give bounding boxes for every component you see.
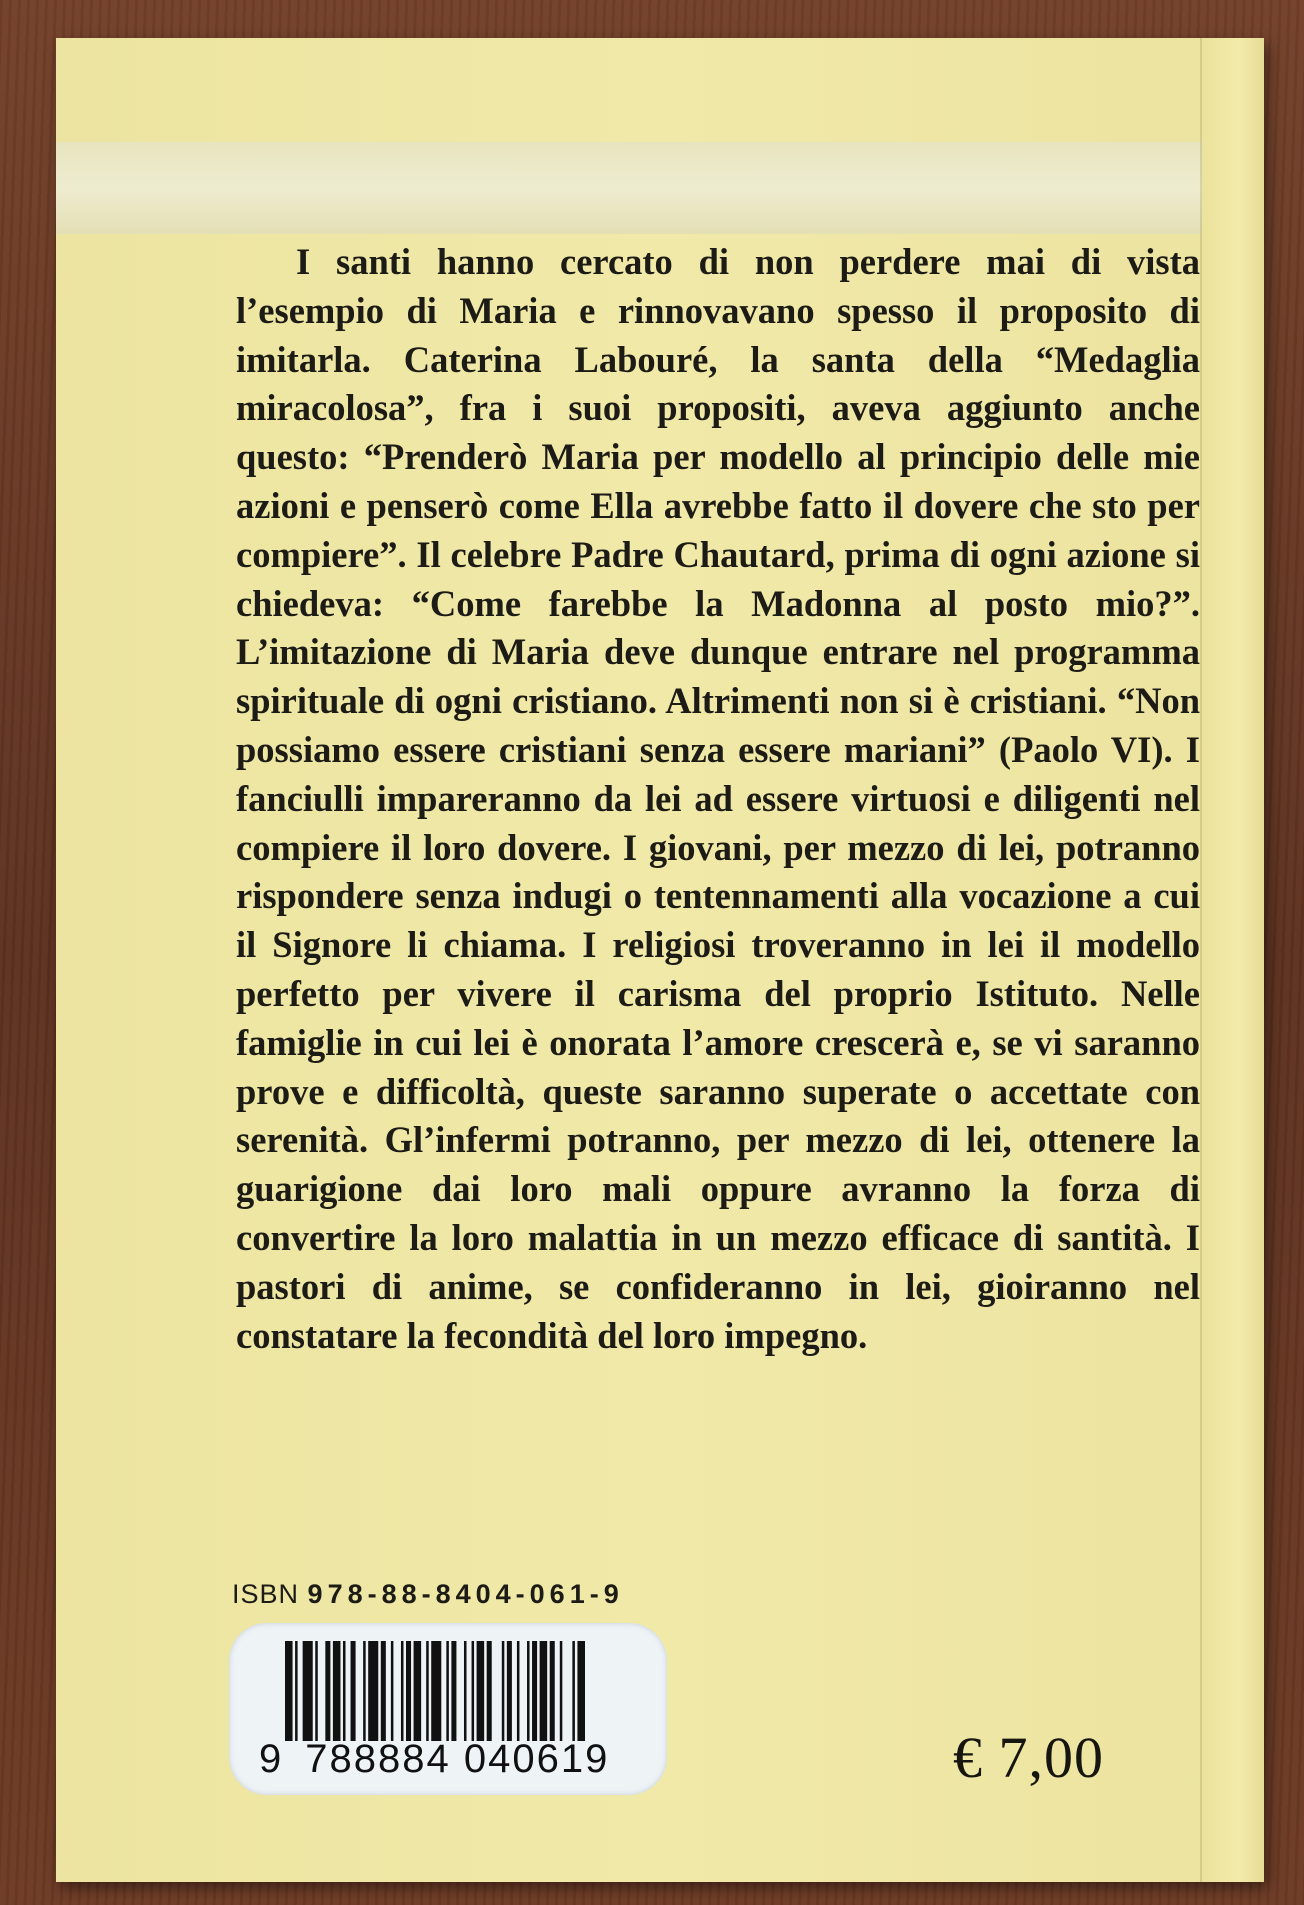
barcode-bar: [477, 1641, 485, 1741]
barcode-bar: [426, 1641, 429, 1741]
isbn-label: ISBN: [232, 1579, 300, 1609]
barcode-bar: [401, 1641, 404, 1741]
barcode-bar: [343, 1641, 346, 1741]
barcode-bar: [325, 1641, 330, 1741]
barcode-bar: [532, 1641, 537, 1741]
barcode-bar: [517, 1641, 520, 1741]
barcode-sticker: [229, 1623, 667, 1795]
barcode-bar: [507, 1641, 512, 1741]
barcode-bar: [333, 1641, 341, 1741]
barcode-bar: [550, 1641, 555, 1741]
barcode-bar: [451, 1641, 456, 1741]
barcode-bar: [464, 1641, 467, 1741]
barcode-bar: [472, 1641, 475, 1741]
barcode-bar: [303, 1641, 313, 1741]
barcode-bar: [446, 1641, 449, 1741]
price-label: € 7,00: [953, 1725, 1104, 1790]
barcode-number: [259, 1737, 609, 1782]
barcode-bar: [431, 1641, 441, 1741]
blurb-text: I santi hanno cercato di non perdere mai di vista l’esempio di Maria e rinnovavano spesso il proposito di imitarla. Caterina Labouré, la santa della “Medaglia miracolosa”, fra i suoi propositi, aveva aggiunto anche questo: “Prenderò Maria per modello al principio delle mie azioni e penserò come Ella avrebbe fatto il dovere che sto per compiere”. Il celebre Padre Chautard, prima di ogni azione si chiedeva: “Come farebbe la Madonna al posto mio?”. L’imitazione di Maria deve dunque entrare nel programma spirituale di ogni cristiano. Altrimenti non si è cristiani. “Non possiamo essere cristiani senza essere mariani” (Paolo VI). I fanciulli impareranno da lei ad essere virtuosi e diligenti nel compiere il loro dovere. I giovani, per mezzo di lei, potranno rispondere senza indugi o tentennamenti alla vocazione a cui il Signore li chiama. I religiosi troveranno in lei il modello perfetto per vivere il carisma del proprio Istituto. Nelle famiglie in cui lei è onorata l’amore crescerà e, se vi saranno prove e difficoltà, queste saranno superate o accettate con serenità. Gl’infermi potranno, per mezzo di lei, ottenere la guarigione dai loro mali oppure avranno la forza di convertire la loro malattia in un mezzo efficace di santità. I pastori di anime, se confideranno in lei, gioiranno nel constatare la fecondità del loro impegno.: [236, 241, 1200, 1356]
barcode-bar: [295, 1641, 298, 1741]
barcode-bar: [381, 1641, 386, 1741]
decorative-band: [56, 142, 1202, 234]
isbn-number: 978-88-8404-061-9: [307, 1579, 624, 1609]
barcode-digits: 788884 040619: [305, 1737, 610, 1781]
book-back-cover: [56, 38, 1264, 1882]
barcode-bar: [502, 1641, 505, 1741]
barcode-bar: [560, 1641, 563, 1741]
book-spine-edge: [1202, 38, 1264, 1882]
barcode-bar: [285, 1641, 293, 1741]
barcode-bar: [577, 1641, 585, 1741]
isbn-line: [232, 1579, 624, 1610]
barcode-bar: [572, 1641, 575, 1741]
barcode-bar: [351, 1641, 356, 1741]
barcode-bar: [540, 1641, 548, 1741]
barcode-bar: [315, 1641, 318, 1741]
barcode-lead-digit: 9: [259, 1737, 284, 1781]
barcode-bar: [414, 1641, 422, 1741]
barcode-bars: [285, 1641, 585, 1741]
barcode-bar: [527, 1641, 530, 1741]
barcode-bar: [487, 1641, 492, 1741]
barcode-bar: [363, 1641, 366, 1741]
barcode-bar: [391, 1641, 394, 1741]
barcode-bar: [406, 1641, 411, 1741]
barcode-bar: [368, 1641, 378, 1741]
